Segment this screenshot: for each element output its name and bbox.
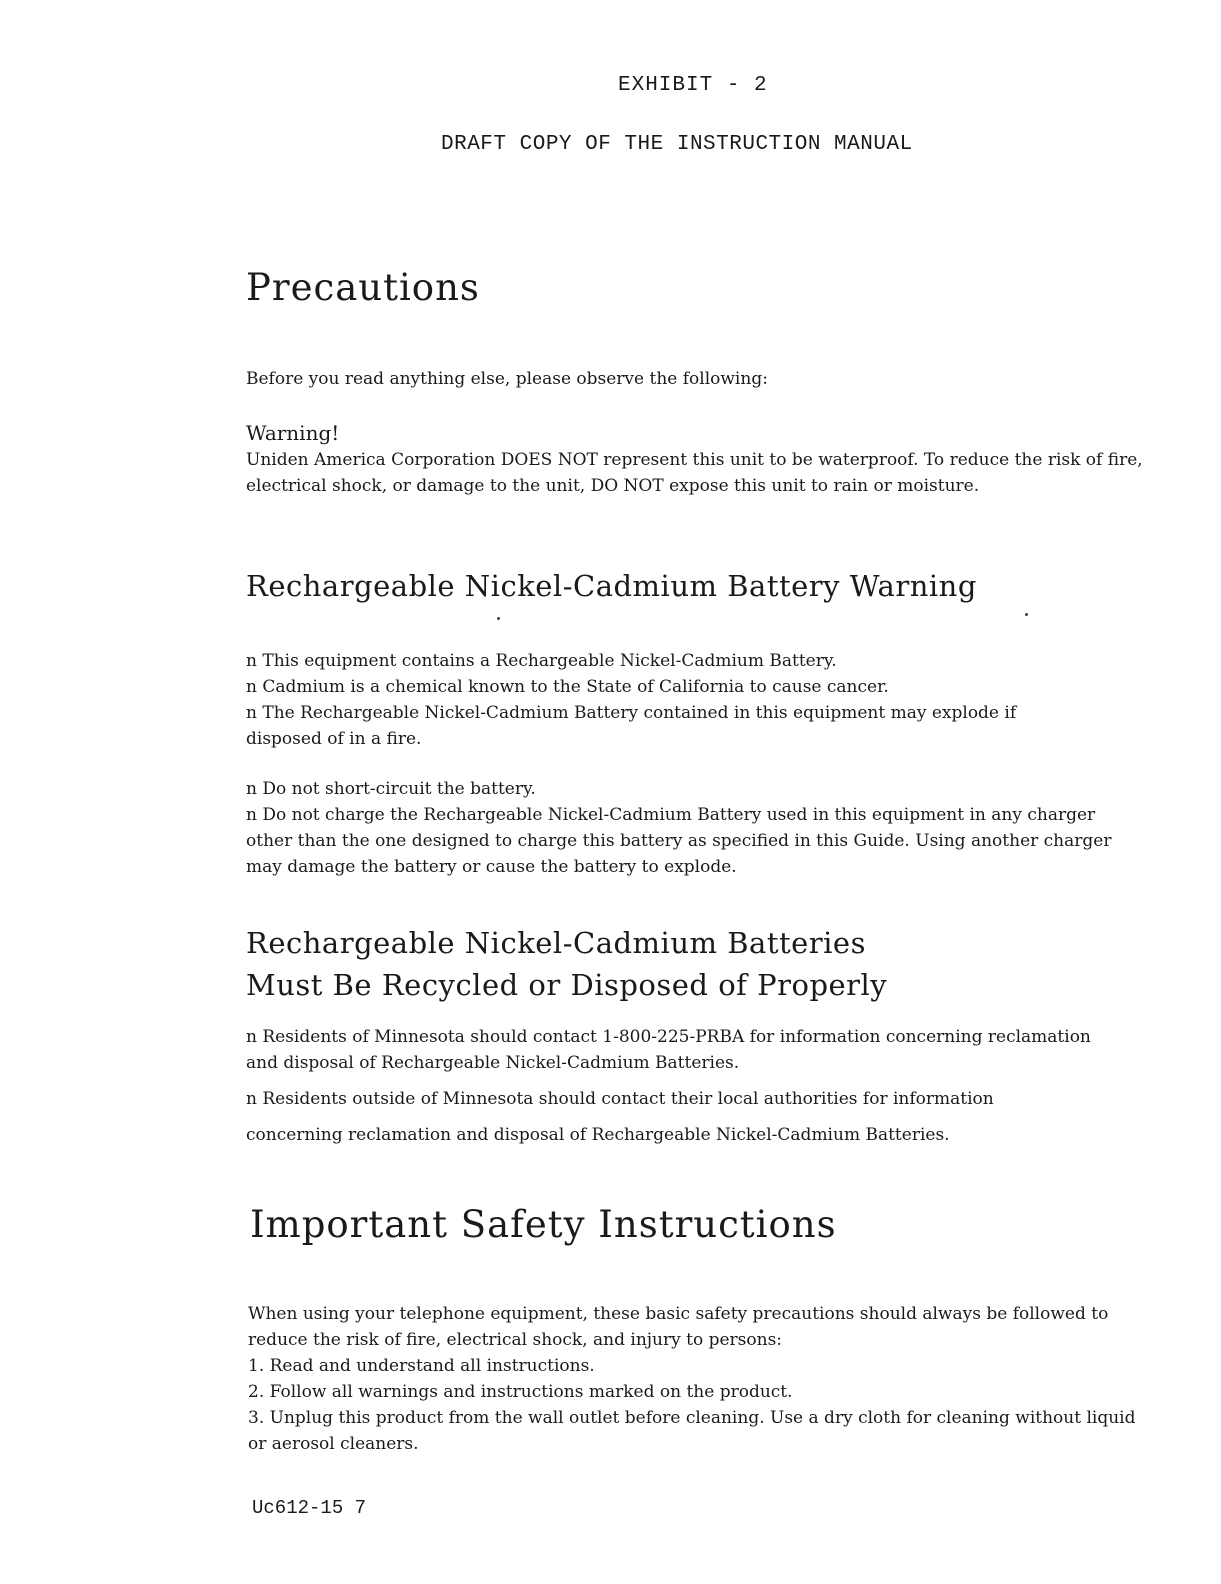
page-footer: Uc612-15 7 (252, 1497, 367, 1519)
safety-body (248, 1301, 1148, 1457)
recycle-item-outside-line1: n Residents outside of Minnesota should contact their local authorities for information (246, 1089, 994, 1109)
battery-warning-heading: Rechargeable Nickel-Cadmium Battery Warning (246, 569, 977, 603)
list-item: n This equipment contains a Rechargeable Nickel-Cadmium Battery. (246, 651, 837, 671)
precautions-intro: Before you read anything else, please observe the following: (246, 369, 768, 389)
recycle-heading-line1: Rechargeable Nickel-Cadmium Batteries (246, 926, 866, 960)
safety-intro: When using your telephone equipment, these basic safety precautions should always be followed to reduce the risk of fire, electrical shock, and injury to persons: (248, 1304, 1109, 1350)
safety-step: 2. Follow all warnings and instructions marked on the product. (248, 1382, 793, 1402)
list-item: n Cadmium is a chemical known to the State of California to cause cancer. (246, 677, 889, 697)
draft-subtitle: DRAFT COPY OF THE INSTRUCTION MANUAL (441, 133, 913, 156)
recycle-heading (246, 922, 887, 1006)
warning-label: Warning! (246, 421, 340, 445)
battery-warning-list (246, 648, 1146, 752)
stray-dot (1025, 613, 1028, 616)
list-item: n The Rechargeable Nickel-Cadmium Battery contained in this equipment may explode if disposed of in a fire. (246, 703, 1017, 749)
list-item: n Do not charge the Rechargeable Nickel-Cadmium Battery used in this equipment in any charger other than the one designed to charge this battery as specified in this Guide. Using another charger may damage the battery or cause the battery to explode. (246, 805, 1112, 877)
safety-heading: Important Safety Instructions (250, 1203, 837, 1246)
list-item: n Do not short-circuit the battery. (246, 779, 536, 799)
stray-dot (497, 617, 500, 620)
safety-step: 1. Read and understand all instructions. (248, 1356, 595, 1376)
precautions-heading: Precautions (246, 266, 480, 309)
recycle-item-outside-line2: concerning reclamation and disposal of Rechargeable Nickel-Cadmium Batteries. (246, 1125, 950, 1145)
warning-text: Uniden America Corporation DOES NOT represent this unit to be waterproof. To reduce the risk of fire, electrical shock, or damage to the unit, DO NOT expose this unit to rain or moisture. (246, 450, 1143, 496)
safety-step: 3. Unplug this product from the wall outlet before cleaning. Use a dry cloth for cleaning without liquid or aerosol cleaners. (248, 1408, 1136, 1454)
recycle-item-minnesota: n Residents of Minnesota should contact 1-800-225-PRBA for information concerning reclamation and disposal of Rechargeable Nickel-Cadmium Batteries. (246, 1027, 1091, 1073)
exhibit-label: EXHIBIT - 2 (618, 74, 768, 97)
recycle-heading-line2: Must Be Recycled or Disposed of Properly (246, 968, 888, 1002)
battery-charge-list (246, 776, 1146, 880)
